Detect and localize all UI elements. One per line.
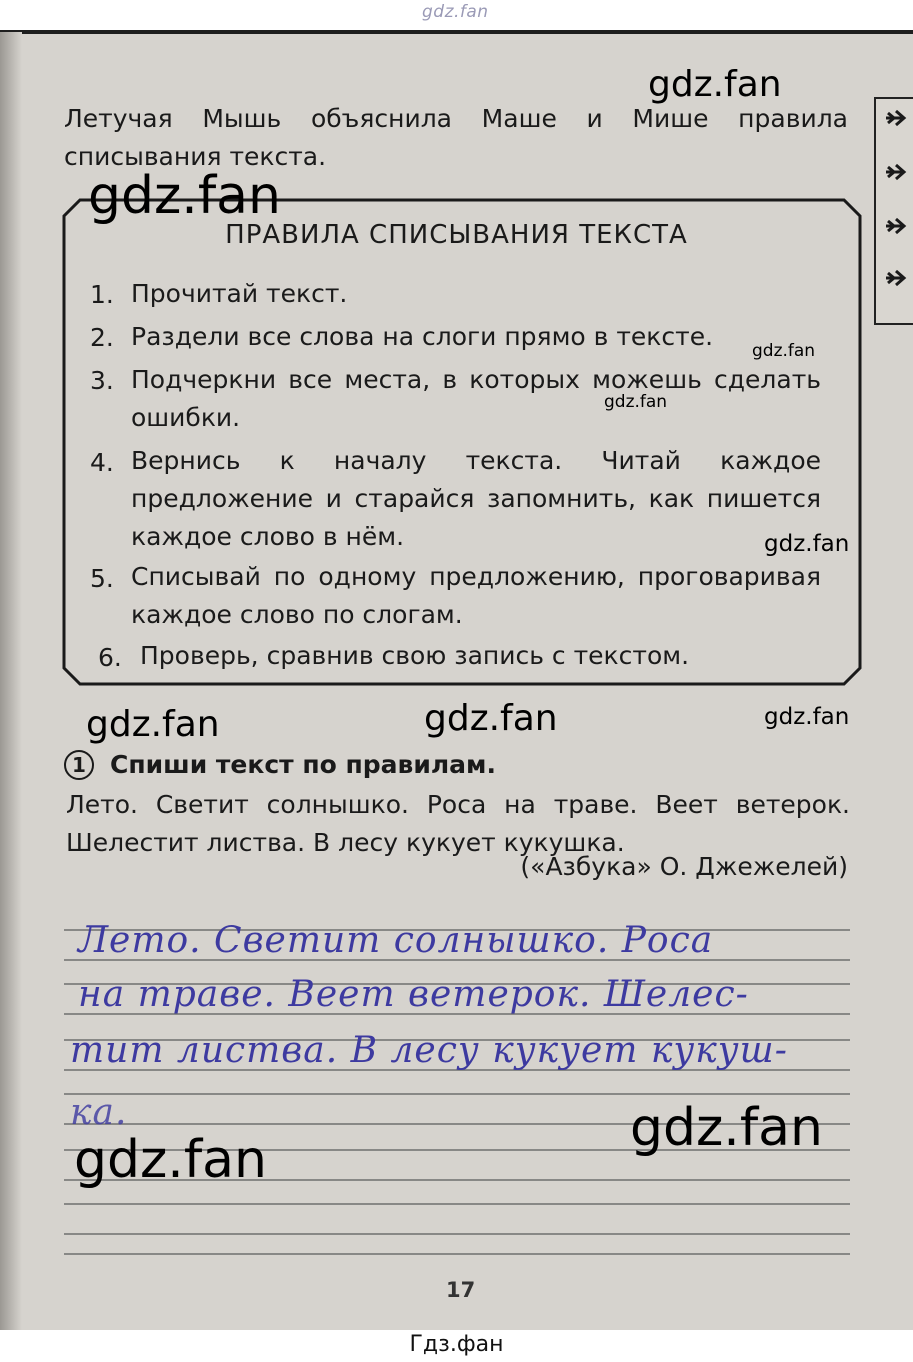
exercise-number: 1 [64,750,94,780]
arrow-icon [884,105,910,131]
side-tabs [874,97,913,325]
arrow-icon [884,159,910,185]
page-top-border [0,30,913,34]
watermark: gdz.fan [764,531,850,557]
rule-number: 1. [90,280,114,309]
watermark: gdz.fan [604,392,668,412]
watermark: gdz.fan [648,64,782,105]
handwriting-line: ка. [70,1092,128,1133]
rule-text: Вернись к началу текста. Читай каждое предложение и старайся запомнить, как пишется каждое слово в нём. [131,446,821,551]
rule-number: 5. [90,564,114,593]
rule-text: Проверь, сравнив свою запись с текстом. [140,641,690,670]
watermark: gdz.fan [752,341,816,361]
page-number: 17 [446,1278,476,1302]
exercise-title: Спиши текст по правилам. [110,750,496,779]
rule-number: 3. [90,366,114,395]
arrow-icon [884,265,910,291]
handwriting-line: на траве. Веет ветерок. Шелес- [78,974,749,1015]
handwriting-line: тит листва. В лесу кукует кукуш- [70,1030,788,1071]
top-watermark: gdz.fan [422,2,489,22]
watermark: gdz.fan [88,166,281,226]
exercise-source: («Азбука» О. Джежелей) [520,852,848,881]
rule-number: 2. [90,323,114,352]
watermark: gdz.fan [74,1130,267,1190]
watermark: gdz.fan [630,1098,823,1158]
rule-number: 4. [90,448,114,477]
rule-text: Раздели все слова на слоги прямо в тексте. [131,322,714,351]
handwriting-line: Лето. Светит солнышко. Роса [78,920,714,961]
rule-text: Подчеркни все места, в которых можешь сделать ошибки. [131,365,821,432]
exercise-text: Лето. Светит солнышко. Роса на траве. Веет ветерок. Шелестит листва. В лесу кукует кукушка. [66,790,850,857]
watermark: gdz.fan [86,704,220,745]
watermark: gdz.fan [424,698,558,739]
watermark: gdz.fan [764,704,850,730]
intro-text: Летучая Мышь объяснила Маше и Мише правила списывания текста. [64,104,848,171]
rule-text: Прочитай текст. [131,279,348,308]
rule-text: Списывай по одному предложению, проговаривая каждое слово по слогам. [131,562,821,629]
rules-title: ПРАВИЛА СПИСЫВАНИЯ ТЕКСТА [225,220,688,250]
footer-caption: Гдз.фан [409,1332,504,1357]
rule-number: 6. [98,643,122,672]
